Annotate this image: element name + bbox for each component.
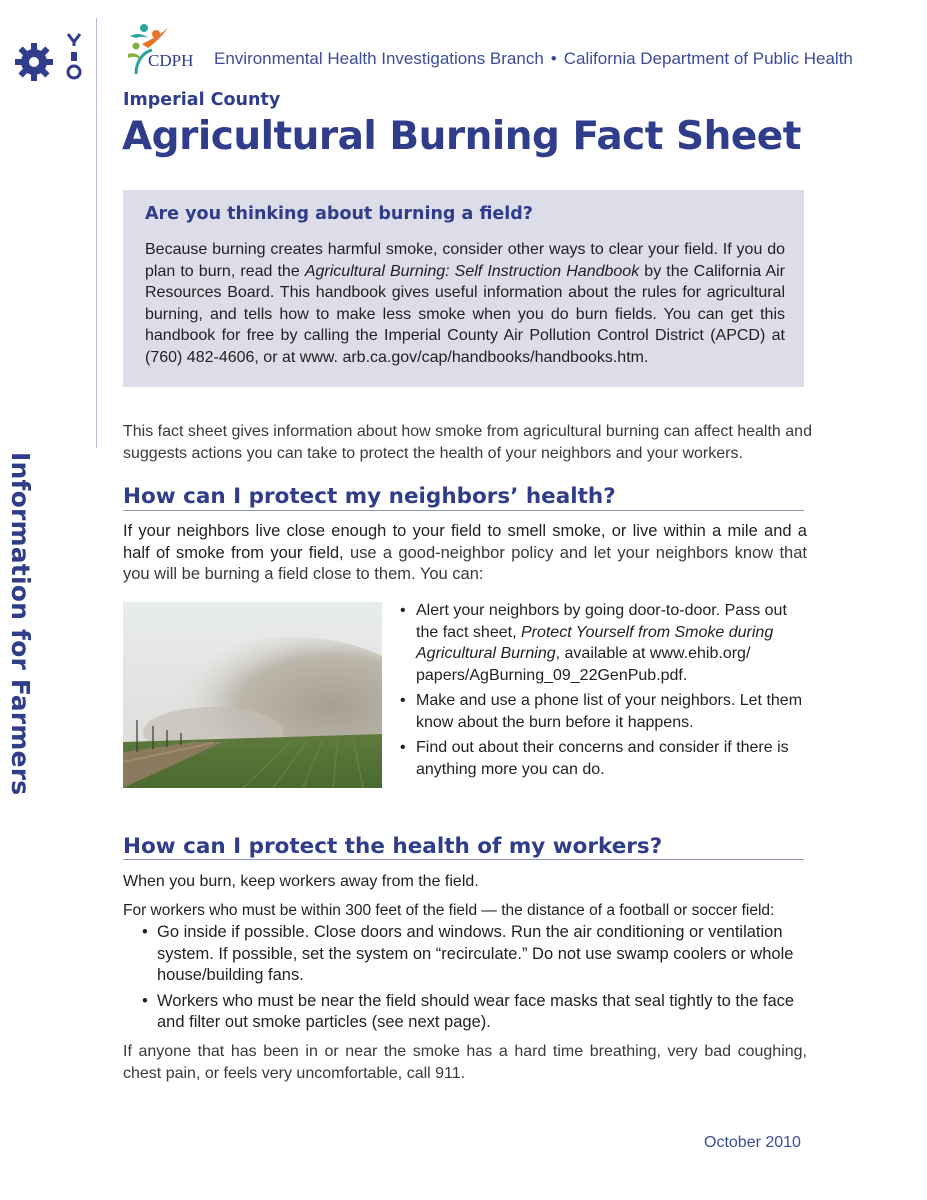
neighbors-lead-emphasis: If your neighbors live close enough to your field to smell smoke, or live within a mile and a half of smoke from your field, bbox=[123, 522, 807, 562]
branch-name: Environmental Health Investigations Branch bbox=[214, 49, 544, 68]
field-smoke-photo bbox=[123, 602, 382, 788]
bullet1-text: Alert your neighbors by going door-to-door. Pass out the fact sheet, bbox=[416, 602, 787, 641]
workers-intro: When you burn, keep workers away from the field. bbox=[123, 873, 479, 890]
bullet1-available: , available at bbox=[555, 645, 650, 662]
workers-action-list bbox=[140, 922, 808, 1038]
bullet1-period: . bbox=[682, 666, 688, 684]
callout-text-part2: by the California Air Resources Board. This handbook gives useful information about the rules for agricultural burning, and tells how to make less smoke when you do burn fields. You can get this handbook for free by calling the Imperial County Air Pollution Control District (APCD) at (760) 482-4606, or at www. arb.ca.gov/cap/handbooks/handbooks.htm. bbox=[145, 262, 786, 366]
publication-date: October 2010 bbox=[704, 1134, 801, 1151]
callout-text bbox=[145, 239, 785, 368]
neighbors-lead-rest: use a good-neighbor policy and let your neighbors know that you will be burning a field close to them. You can: bbox=[123, 543, 807, 583]
neighbors-lead bbox=[123, 521, 807, 586]
section-neighbors-heading: How can I protect my neighbors’ health? bbox=[123, 484, 616, 509]
department-name: California Department of Public Health bbox=[563, 49, 853, 68]
section-neighbors-rule bbox=[123, 510, 804, 511]
factsheet-link[interactable]: www.ehib.org/ papers/AgBurning_09_22GenPub.pdf bbox=[416, 645, 751, 684]
org-line bbox=[214, 49, 853, 69]
intro-paragraph: This fact sheet gives information about how smoke from agricultural burning can affect health and suggests actions you can take to protect the health of your neighbors and your workers. bbox=[123, 423, 812, 462]
callout-box bbox=[123, 190, 804, 387]
separator-dot: • bbox=[550, 49, 557, 68]
logo-text: CDPH bbox=[148, 51, 194, 70]
side-title: Information for Farmers bbox=[6, 452, 35, 796]
handbook-title: Agricultural Burning: Self Instruction Handbook bbox=[304, 262, 640, 280]
side-divider bbox=[96, 18, 97, 448]
county-label: Imperial County bbox=[123, 90, 281, 110]
list-item: • Make and use a phone list of your neighbors. Let them know about the burn before it happens. bbox=[398, 690, 808, 733]
section-workers-heading: How can I protect the health of my workers? bbox=[123, 834, 663, 859]
page-title: Agricultural Burning Fact Sheet bbox=[122, 114, 801, 159]
callout-text-part1: Because burning creates harmful smoke, consider other ways to clear your field. If you do plan to burn, read the bbox=[145, 241, 785, 280]
section-workers-rule bbox=[123, 859, 804, 860]
list-item: • Find out about their concerns and consider if there is anything more you can do. bbox=[398, 737, 808, 780]
farm-gear-icon bbox=[14, 18, 90, 84]
cdph-logo bbox=[122, 14, 204, 80]
list-item: • Go inside if possible. Close doors and windows. Run the air conditioning or ventilation system. If possible, set the system on “recirculate.” Do not use swamp coolers or whole house/building fans. bbox=[140, 922, 808, 987]
list-item: • Workers who must be near the field should wear face masks that seal tightly to the face and filter out smoke particles (see next page). bbox=[140, 991, 808, 1034]
factsheet-title: Protect Yourself from Smoke during Agricultural Burning bbox=[416, 623, 774, 662]
neighbors-action-list bbox=[398, 600, 808, 784]
emergency-note: If anyone that has been in or near the smoke has a hard time breathing, very bad coughing, chest pain, or feels very uncomfortable, call 911. bbox=[123, 1043, 807, 1082]
list-item bbox=[398, 600, 808, 686]
workers-distance-note: For workers who must be within 300 feet of the field — the distance of a football or soccer field: bbox=[123, 902, 775, 919]
callout-heading: Are you thinking about burning a field? bbox=[145, 204, 533, 224]
